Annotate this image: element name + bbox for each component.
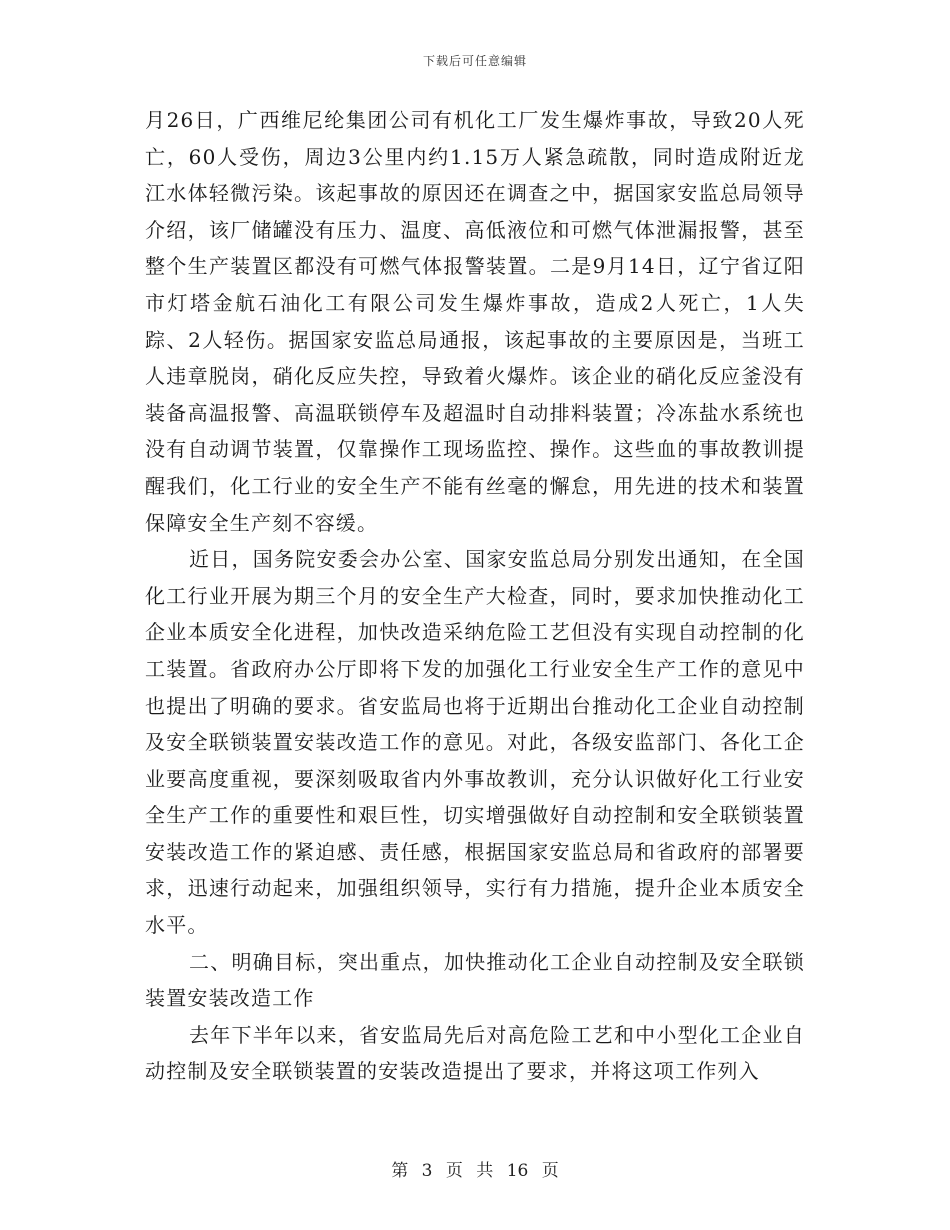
paragraph: 近日，国务院安委会办公室、国家安监总局分别发出通知，在全国化工行业开展为期三个月的安全生产大检查，同时，要求加快推动化工企业本质安全化进程，加快改造采纳危险工艺但没有实现自动控制的化工装置。省政府办公厅即将下发的加强化工行业安全生产工作的意见中也提出了明确的要求。省安监局也将于近期出台推动化工企业自动控制及安全联锁装置安装改造工作的意见。对此，各级安监部门、各化工企业要高度重视，要深刻吸取省内外事故教训，充分认识做好化工行业安全生产工作的重要性和艰巨性，切实增强做好自动控制和安全联锁装置安装改造工作的紧迫感、责任感，根据国家安监总局和省政府的部署要求，迅速行动起来，加强组织领导，实行有力措施，提升企业本质安全水平。: [145, 547, 805, 938]
paragraph-continued: 月26日，广西维尼纶集团公司有机化工厂发生爆炸事故，导致20人死亡，60人受伤，周边3公里内约1.15万人紧急疏散，同时造成附近龙江水体轻微污染。该起事故的原因还在调查之中，据国家安监总局领导介绍，该厂储罐没有压力、温度、高低液位和可燃气体泄漏报警，甚至整个生产装置区都没有可燃气体报警装置。二是9月14日，辽宁省辽阳市灯塔金航石油化工有限公司发生爆炸事故，造成2人死亡，1人失踪、2人轻伤。据国家安监总局通报，该起事故的主要原因是，当班工人违章脱岗，硝化反应失控，导致着火爆炸。该企业的硝化反应釜没有装备高温报警、高温联锁停车及超温时自动排料装置；冷冻盐水系统也没有自动调节装置，仅靠操作工现场监控、操作。这些血的事故教训提醒我们，化工行业的安全生产不能有丝毫的懈怠，用先进的技术和装置保障安全生产刻不容缓。: [145, 108, 805, 535]
document-body: [145, 102, 805, 1090]
paragraph: 去年下半年以来，省安监局先后对高危险工艺和中小型化工企业自动控制及安全联锁装置的安装改造提出了要求，并将这项工作列入: [145, 1022, 805, 1084]
section-heading: 二、明确目标，突出重点，加快推动化工企业自动控制及安全联锁装置安装改造工作: [145, 949, 805, 1011]
page-number: 第 3 页 共 16 页: [391, 1161, 559, 1181]
page-header: 下载后可任意编辑: [422, 54, 527, 68]
